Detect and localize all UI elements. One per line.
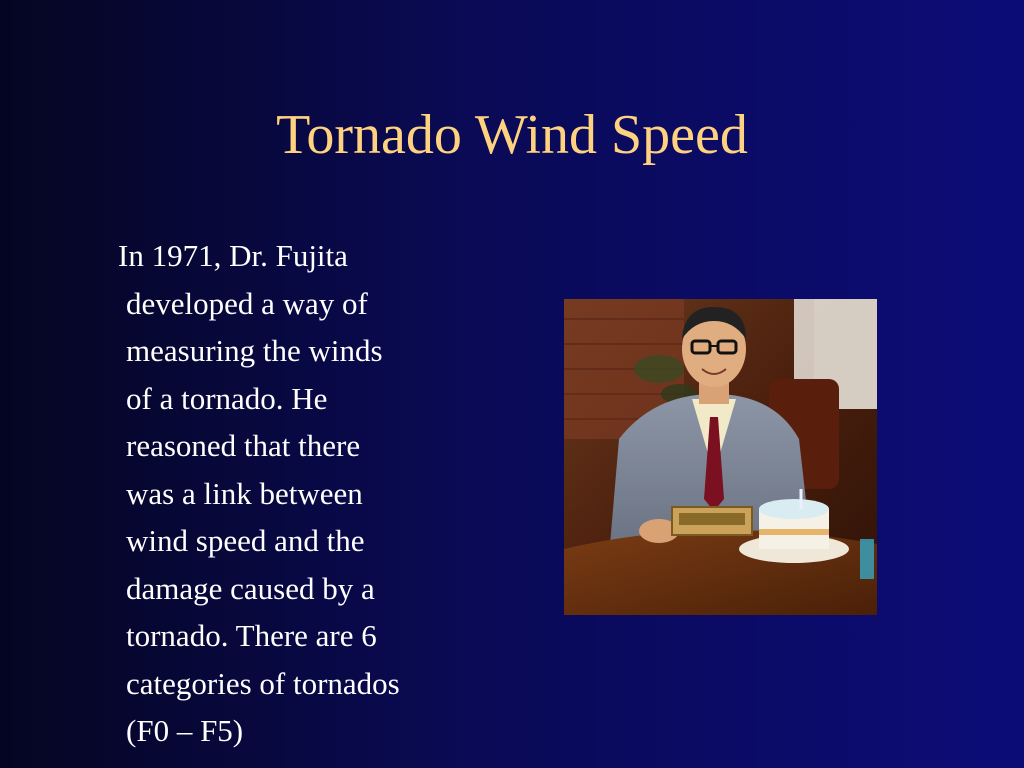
portrait-photo xyxy=(564,299,877,615)
body-line: reasoned that there xyxy=(126,428,361,463)
body-line: wind speed and the xyxy=(126,523,365,558)
slide-title: Tornado Wind Speed xyxy=(276,104,748,166)
body-line: was a link between xyxy=(126,475,363,511)
body-line: In 1971, Dr. Fujita xyxy=(118,238,348,273)
body-line: developed a way of xyxy=(126,285,368,321)
body-line: (F0 – F5) xyxy=(126,713,244,748)
body-text xyxy=(118,232,490,755)
body-line: damage caused by a xyxy=(126,570,375,606)
body-line: of a tornado. He xyxy=(126,380,328,416)
body-line: measuring the winds xyxy=(126,333,383,368)
body-line: categories of tornados xyxy=(126,665,400,701)
body-line: tornado. There are 6 xyxy=(126,618,377,653)
